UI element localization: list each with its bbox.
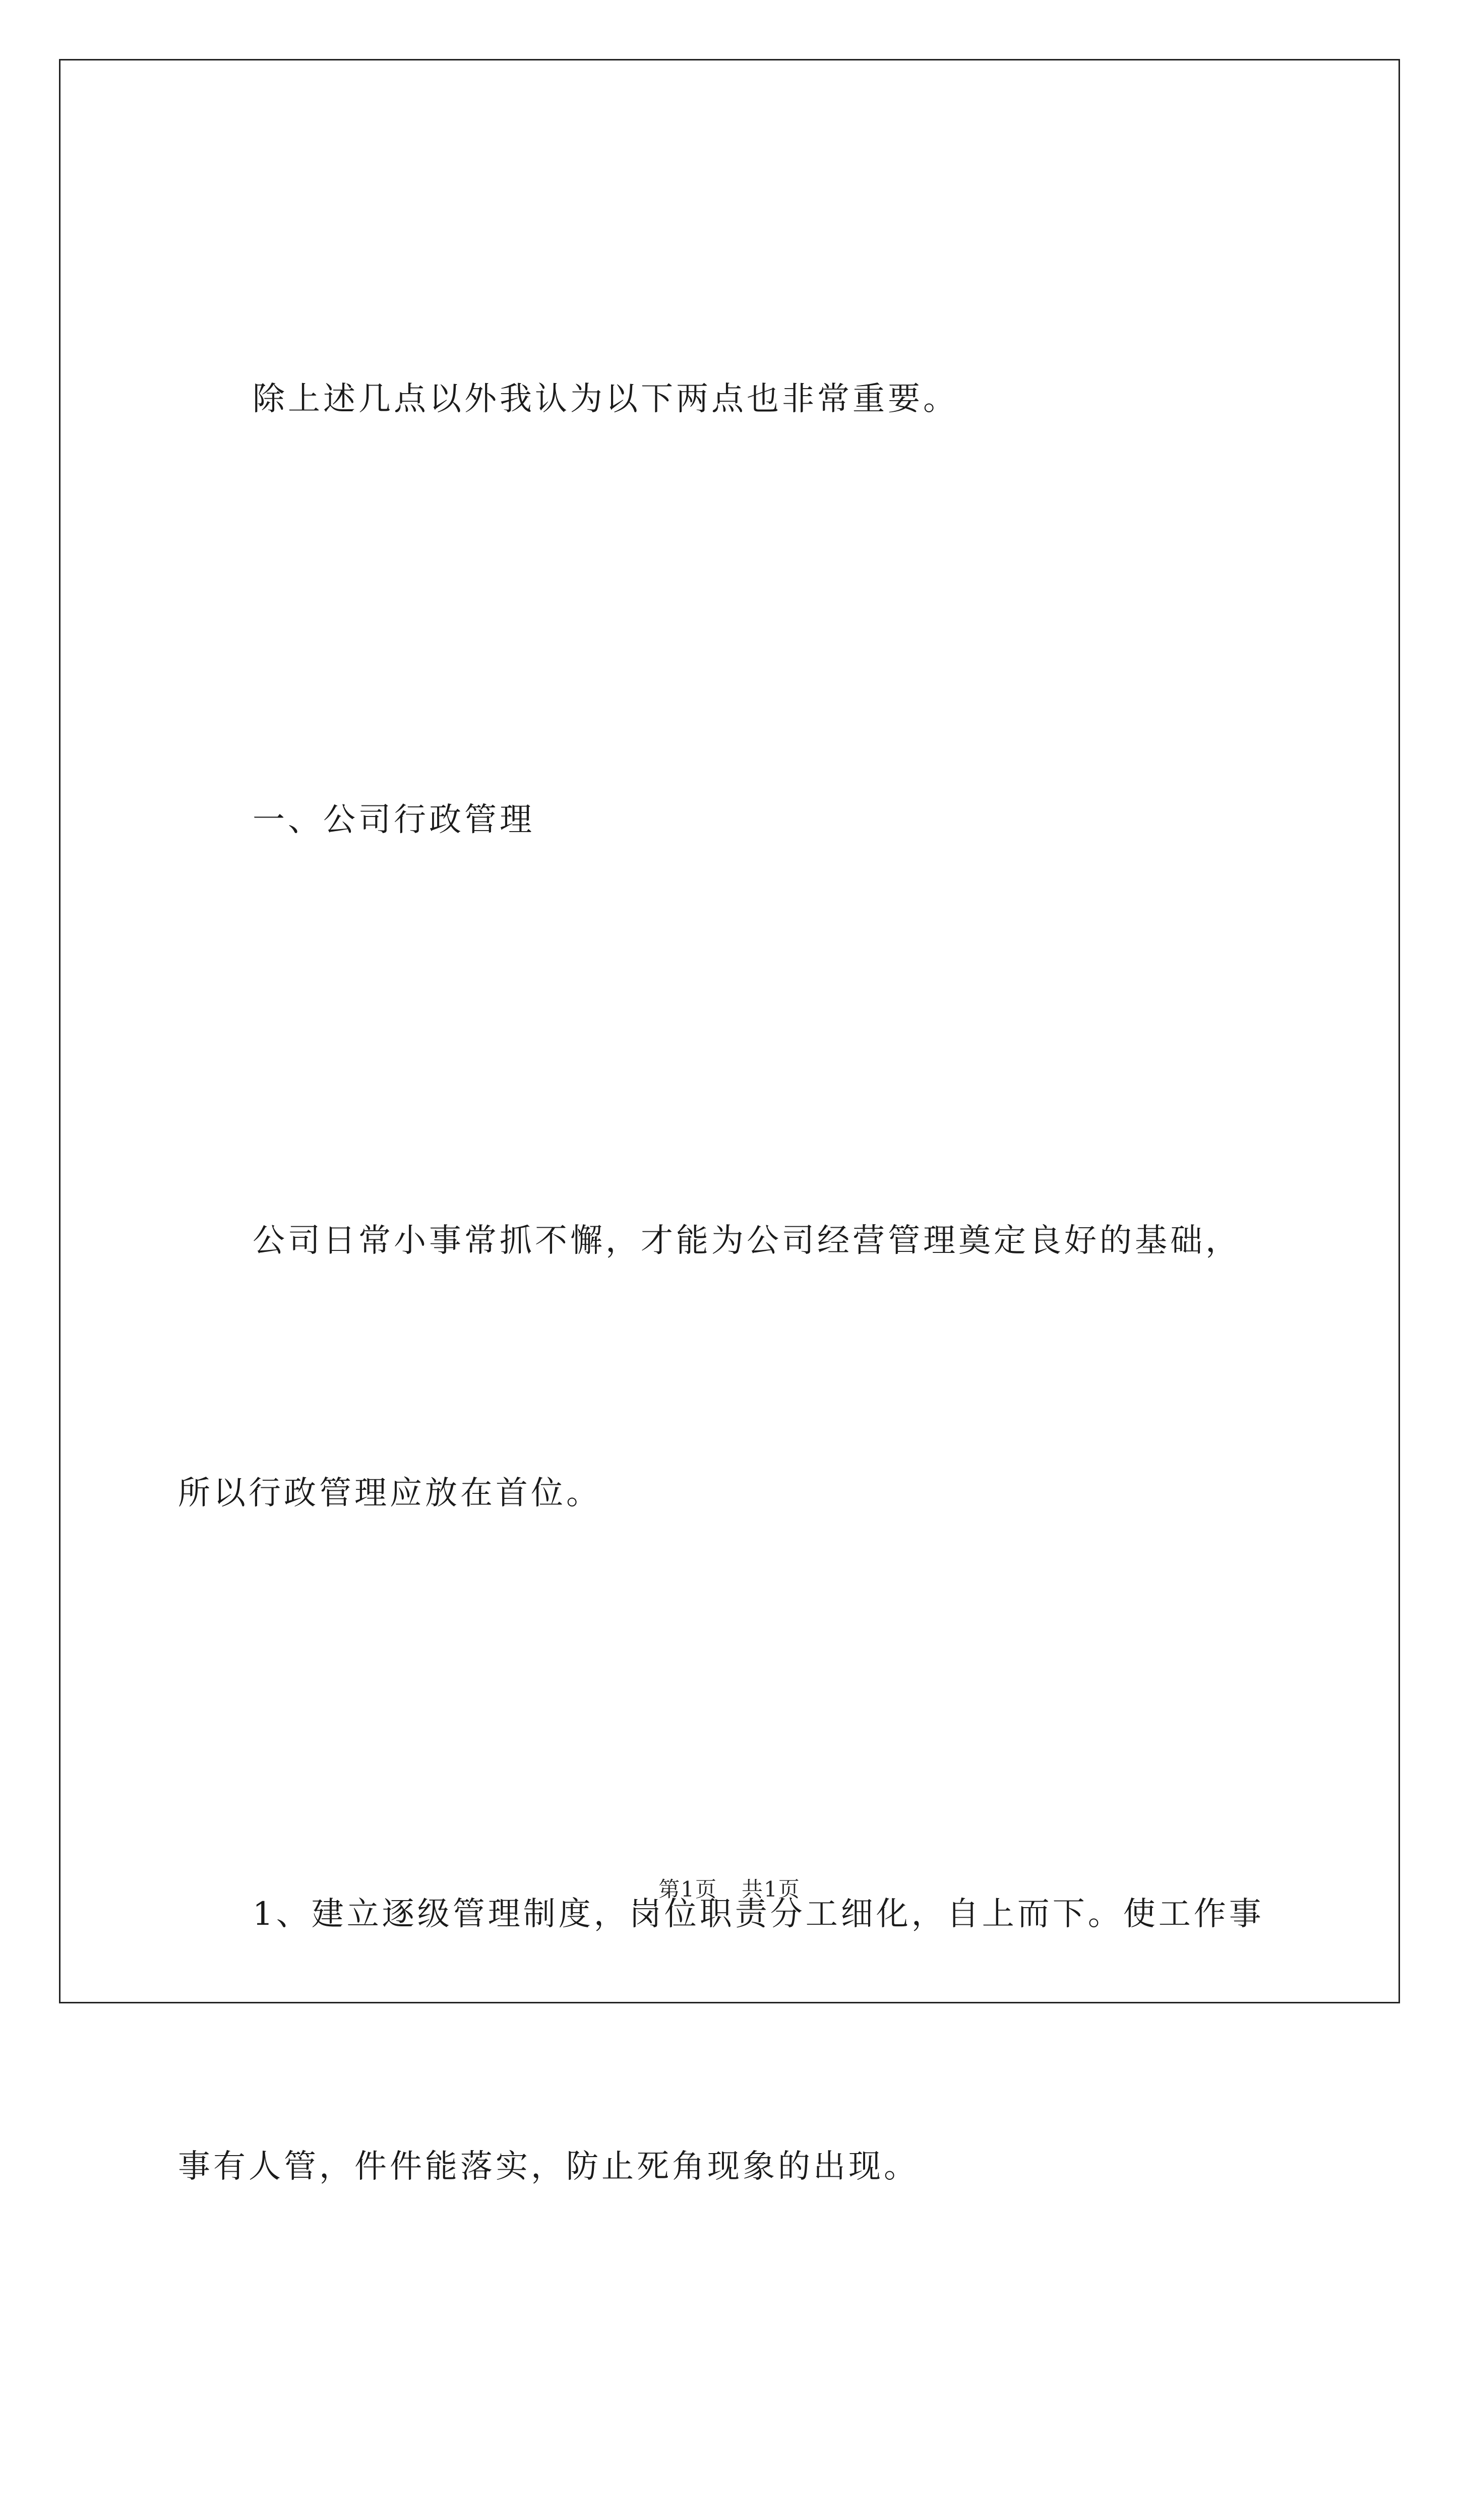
paragraph-line: 所以行政管理应放在首位。 [178,1475,601,1512]
page-total: 共1页 [742,1877,801,1902]
page-number: 第1页 [658,1877,717,1902]
page-footer [0,1873,1459,1903]
paragraph-line: 除上述几点以外我认为以下两点也非常重要。 [253,381,958,418]
document-body [178,189,1327,2520]
list-item [178,1704,1327,2377]
paragraph-line: 公司日常小事常抓不懈，才能为公司经营管理奠定良好的基础， [253,1222,1241,1259]
paragraph-line: 一、公司行政管理 [253,801,535,839]
list-item [178,2377,1327,2520]
paragraph [178,189,1327,610]
section-heading [178,610,1327,1031]
paragraph-line: 事有人管，件件能落实，防止死角现象的出现。 [178,2148,919,2185]
paragraph [178,1031,1327,1704]
paragraph-line: 1、建立逐级管理制度，岗位职责分工细化，自上而下。使工作事 [253,1896,1264,1933]
